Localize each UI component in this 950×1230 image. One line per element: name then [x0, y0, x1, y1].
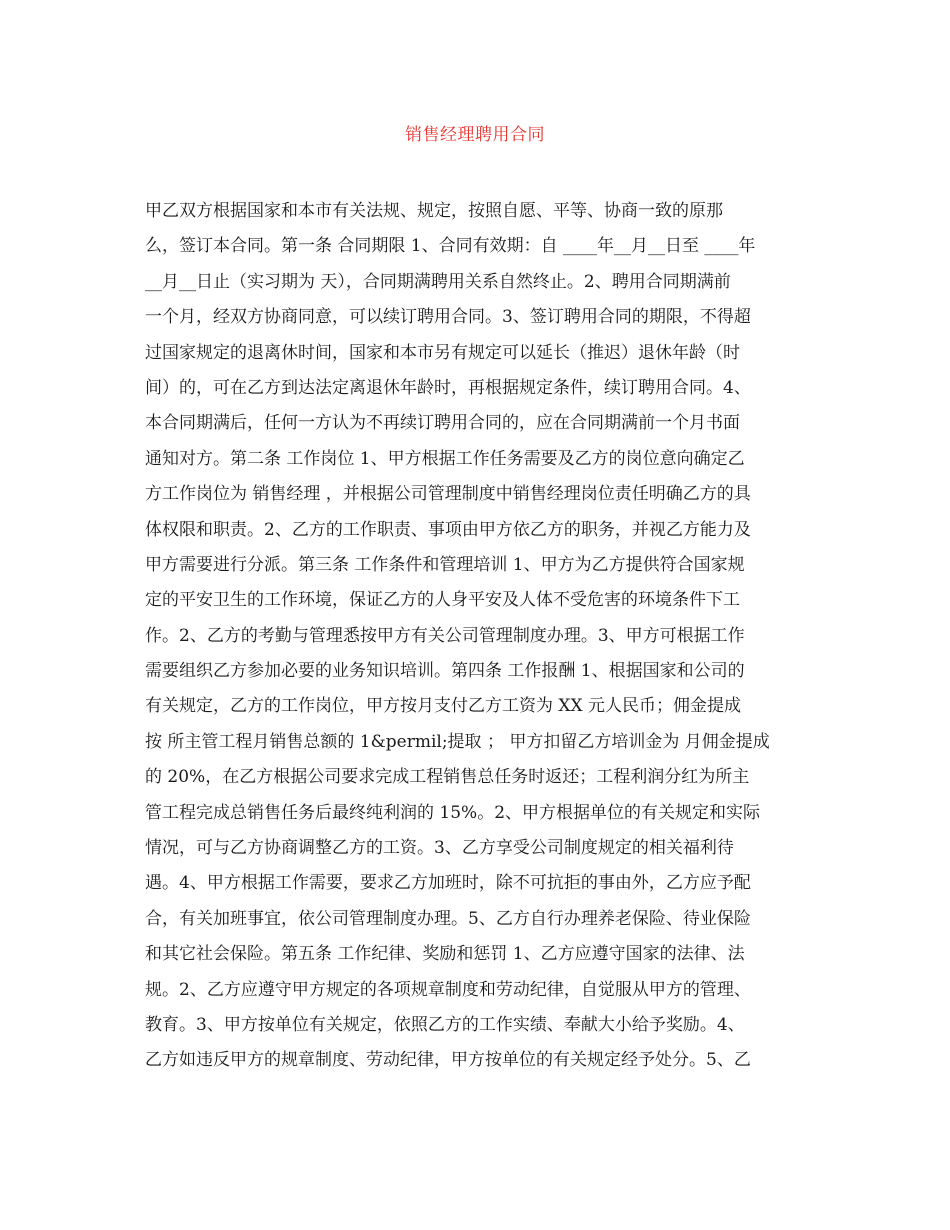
body-line: 乙方如违反甲方的规章制度、劳动纪律，甲方按单位的有关规定经予处分。5、乙: [145, 1050, 751, 1071]
body-line: 定的平安卫生的工作环境，保证乙方的人身平安及人体不受危害的环境条件下工: [145, 590, 740, 611]
body-line: 管工程完成总销售任务后最终纯利润的 15%。2、甲方根据单位的有关规定和实际: [145, 802, 761, 823]
document-title: 销售经理聘用合同: [405, 125, 545, 145]
body-line: 按 所主管工程月销售总额的 1&permil;提取 ； 甲方扣留乙方培训金为 月佣金提成: [145, 731, 770, 752]
body-line: 和其它社会保险。第五条 工作纪律、奖励和惩罚 1、乙方应遵守国家的法律、法: [145, 944, 745, 965]
body-line: 过国家规定的退离休时间，国家和本市另有规定可以延长（推迟）退休年龄（时: [145, 342, 740, 363]
body-line: 有关规定，乙方的工作岗位，甲方按月支付乙方工资为 XX 元人民币；佣金提成: [145, 696, 742, 717]
body-line: 的 20%，在乙方根据公司要求完成工程销售总任务时返还；工程利润分红为所主: [145, 767, 750, 788]
body-line: 教育。3、甲方按单位有关规定，依照乙方的工作实绩、奉献大小给予奖励。4、: [145, 1014, 745, 1035]
document-body: [145, 194, 805, 1079]
body-line: 体权限和职责。2、乙方的工作职责、事项由甲方依乙方的职务，并视乙方能力及: [145, 519, 751, 540]
body-line: 作。2、乙方的考勤与管理悉按甲方有关公司管理制度办理。3、甲方可根据工作: [145, 625, 745, 646]
body-line: 一个月，经双方协商同意，可以续订聘用合同。3、签订聘用合同的期限，不得超: [145, 307, 751, 328]
body-line: 规。2、乙方应遵守甲方规定的各项规章制度和劳动纪律，自觉服从甲方的管理、: [145, 979, 751, 1000]
body-line: 需要组织乙方参加必要的业务知识培训。第四条 工作报酬 1、根据国家和公司的: [145, 661, 745, 682]
body-line: 遇。4、甲方根据工作需要，要求乙方加班时，除不可抗拒的事由外，乙方应予配: [145, 873, 751, 894]
body-line: __月__日止（实习期为 天），合同期满聘用关系自然终止。2、聘用合同期满前: [145, 271, 731, 292]
body-line: 通知对方。第二条 工作岗位 1、甲方根据工作任务需要及乙方的岗位意向确定乙: [145, 448, 745, 469]
body-line: 间）的，可在乙方到达法定离退休年龄时，再根据规定条件，续订聘用合同。4、: [145, 377, 751, 398]
body-line: 么，签订本合同。第一条 合同期限 1、合同有效期：自 ____年__月__日至 ____年: [145, 236, 756, 257]
body-line: 方工作岗位为 销售经理 ，并根据公司管理制度中销售经理岗位责任明确乙方的具: [145, 484, 751, 505]
body-line: 本合同期满后，任何一方认为不再续订聘用合同的，应在合同期满前一个月书面: [145, 413, 740, 434]
body-line: 甲乙双方根据国家和本市有关法规、规定，按照自愿、平等、协商一致的原那: [145, 201, 723, 221]
body-line: 甲方需要进行分派。第三条 工作条件和管理培训 1、甲方为乙方提供符合国家规: [145, 554, 745, 575]
body-line: 情况，可与乙方协商调整乙方的工资。3、乙方享受公司制度规定的相关福利待: [145, 838, 734, 859]
body-line: 合，有关加班事宜，依公司管理制度办理。5、乙方自行办理养老保险、待业保险: [145, 908, 751, 929]
